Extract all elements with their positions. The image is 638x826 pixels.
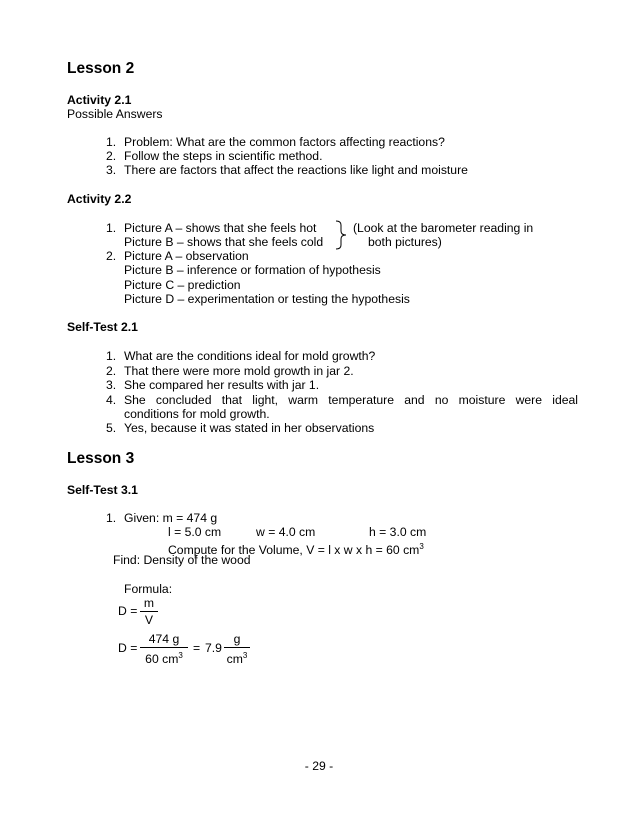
list-item-num: 4. (106, 393, 117, 407)
list-item-num: 3. (106, 378, 117, 392)
volume-computation: Compute for the Volume, V = l x w x h = 60 $cm^3$ (168, 542, 424, 558)
unit-numerator: g (233, 632, 241, 646)
lesson-3-title: Lesson 3 (67, 450, 135, 467)
list-item-num: 3. (106, 163, 117, 177)
activity-2-1-subheading: Possible Answers (67, 107, 163, 121)
given-height: h = 3.0 cm (369, 525, 427, 539)
formula-lhs: D = (118, 604, 138, 618)
formula-numerator: m (143, 596, 155, 610)
fraction-bar (140, 611, 158, 612)
list-item: Yes, because it was stated in her observations (124, 421, 375, 435)
list-item: There are factors that affect the reactions like light and moisture (124, 163, 468, 177)
right-brace-icon (334, 220, 348, 250)
formula-lhs: D = (118, 641, 138, 655)
given-length: l = 5.0 cm (168, 525, 222, 539)
fraction-bar (140, 647, 188, 648)
list-item-num: 1. (106, 349, 117, 363)
list-item: Picture A – observation (124, 249, 249, 263)
equals-sign: = (193, 641, 201, 655)
list-item-num: 5. (106, 421, 117, 435)
self-test-3-1-heading: Self-Test 3.1 (67, 483, 138, 497)
formula-denominator: V (144, 613, 154, 627)
density-result: 7.9 (205, 641, 222, 655)
list-item: That there were more mold growth in jar 2. (124, 364, 354, 378)
activity-2-2-heading: Activity 2.2 (67, 192, 132, 206)
list-item-num: 1. (106, 135, 117, 149)
list-item-num: 1. (106, 221, 117, 235)
list-item: Picture C – prediction (124, 278, 241, 292)
list-item: Picture B – inference or formation of hypothesis (124, 263, 381, 277)
self-test-2-1-heading: Self-Test 2.1 (67, 320, 138, 334)
list-item-num: 1. (106, 511, 117, 525)
fraction-bar (224, 647, 250, 648)
formula-numerator: 474 g (148, 632, 180, 646)
list-item: Picture D – experimentation or testing the hypothesis (124, 292, 410, 306)
formula-label: Formula: (124, 582, 173, 596)
unit-denominator: $cm^3$ (226, 651, 248, 667)
find-density: Find: Density of the wood (113, 553, 251, 567)
list-item-num: 2. (106, 149, 117, 163)
list-item: Picture B – shows that she feels cold (124, 235, 324, 249)
barometer-note: both pictures) (368, 235, 442, 249)
list-item: Follow the steps in scientific method. (124, 149, 323, 163)
given-width: w = 4.0 cm (256, 525, 316, 539)
page-number: - 29 - (304, 759, 334, 773)
barometer-note: (Look at the barometer reading in (353, 221, 534, 235)
list-item: Picture A – shows that she feels hot (124, 221, 317, 235)
activity-2-1-heading: Activity 2.1 (67, 93, 132, 107)
list-item: What are the conditions ideal for mold growth? (124, 349, 376, 363)
list-item-num: 2. (106, 249, 117, 263)
list-item: She concluded that light, warm temperature and no moisture were ideal (124, 393, 578, 407)
list-item-num: 2. (106, 364, 117, 378)
formula-denominator: 60 $cm^3$ (145, 651, 183, 667)
list-item: Problem: What are the common factors affecting reactions? (124, 135, 445, 149)
lesson-2-title: Lesson 2 (67, 60, 135, 77)
list-item: conditions for mold growth. (124, 407, 270, 421)
list-item: She compared her results with jar 1. (124, 378, 320, 392)
given-mass: Given: m = 474 g (124, 511, 218, 525)
